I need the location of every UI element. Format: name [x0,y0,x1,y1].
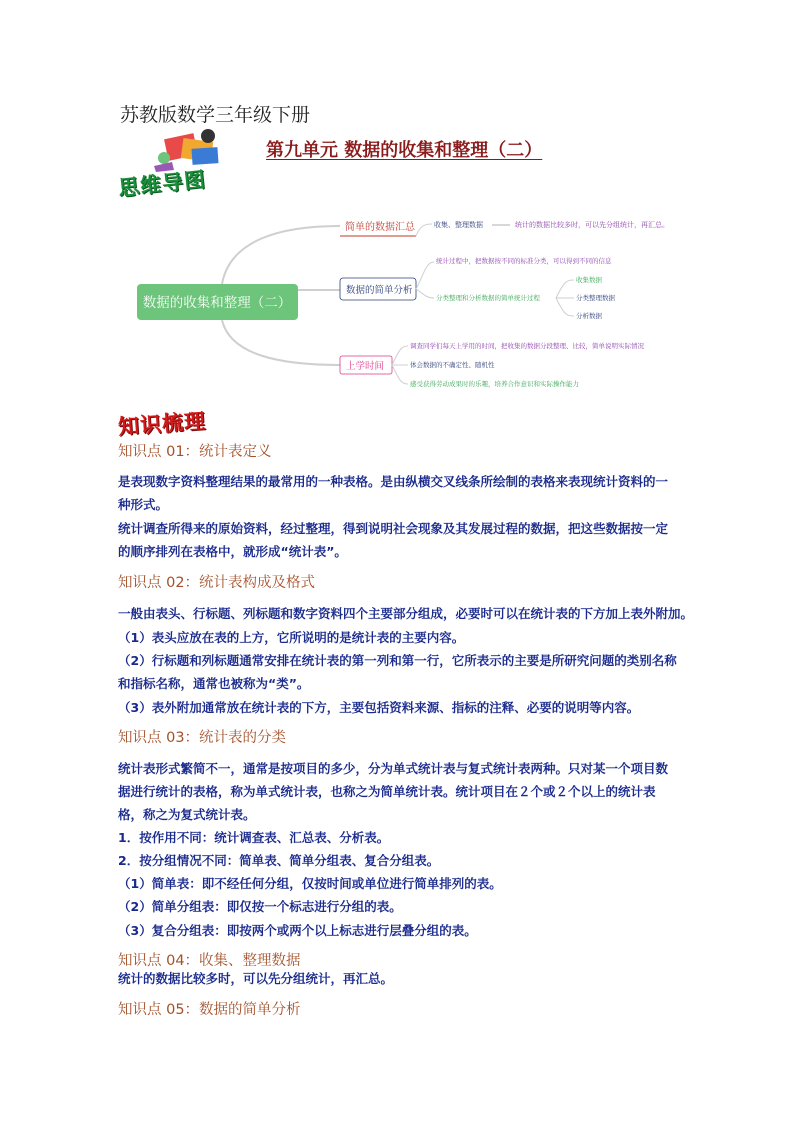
kp3-paragraph-2: 1．按作用不同：统计调查表、汇总表、分析表。 [118,830,390,845]
mindmap-branch-2: 数据的简单分析 [346,285,413,296]
kp1-paragraph-1: 是表现数字资料整理结果的最常用的一种表格。是由纵横交叉线条所绘制的表格来表现统计资料的一种形式。 [118,474,669,512]
mindmap-branch-1: 简单的数据汇总 [345,222,415,233]
kp4-paragraph-1: 统计的数据比较多时，可以先分组统计，再汇总。 [118,971,394,986]
mindmap-leaf-3a: 调查同学们每天上学用的时间，把收集的数据分段整理、比较，简单说明实际情况 [410,342,644,350]
knowledge-point-3-heading: 知识点 03：统计表的分类 [118,730,287,746]
kp3-paragraph-4: （1）简单表：即不经任何分组，仅按时间或单位进行简单排列的表。 [118,876,502,891]
mindmap-leaf-1a: 收集、整理数据 [434,221,483,229]
kp3-paragraph-1: 统计表形式繁简不一，通常是按项目的多少，分为单式统计表与复式统计表两种。只对某一个项目数据进行统计的表格，称为单式统计表，也称之为简单统计表。统计项目在２个或２个以上的统计表格，称之为复式统计表。 [118,761,669,822]
mindmap-sub-1: 收集数据 [576,276,602,284]
kp2-paragraph-3: （2）行标题和列标题通常安排在统计表的第一列和第一行，它所表示的主要是所研究问题的类别名称和指标名称，通常也被称为“类”。 [118,653,677,691]
knowledge-point-1-heading: 知识点 01：统计表定义 [118,444,272,460]
kp1-paragraph-2: 统计调查所得来的原始资料，经过整理，得到说明社会现象及其发展过程的数据，把这些数据按一定的顺序排列在表格中，就形成“统计表”。 [118,521,669,559]
kp3-paragraph-6: （3）复合分组表：即按两个或两个以上标志进行层叠分组的表。 [118,923,477,938]
mindmap-leaf-3c: 感受获得劳动成果时的乐趣，培养合作意识和实际操作能力 [410,380,579,388]
mindmap-sub-3: 分析数据 [576,312,602,320]
mindmap-branch-3: 上学时间 [346,361,385,372]
mind-map [0,0,794,400]
knowledge-point-5-heading: 知识点 05：数据的简单分析 [118,1002,301,1018]
kp2-paragraph-2: （1）表头应放在表的上方，它所说明的是统计表的主要内容。 [118,630,465,645]
mindmap-leaf-2b: 分类整理和分析数据的简单统计过程 [436,294,540,302]
knowledge-point-4-heading: 知识点 04：收集、整理数据 [118,953,301,969]
mindmap-badge: 思维导图 [117,167,208,201]
kp2-paragraph-4: （3）表外附加通常放在统计表的下方，主要包括资料来源、指标的注释、必要的说明等内容。 [118,700,640,715]
unit-title: 第九单元 数据的收集和整理（二） [266,140,543,161]
mindmap-sub-2: 分类整理数据 [576,294,615,302]
knowledge-point-2-heading: 知识点 02：统计表构成及格式 [118,575,316,591]
mindmap-leaf-3b: 体会数据的不确定性、随机性 [410,361,495,369]
mindmap-leaf-2a: 统计过程中，把数据按不同的标准分类，可以得到不同的信息 [436,257,612,265]
kp3-paragraph-3: 2．按分组情况不同：简单表、简单分组表、复合分组表。 [118,853,440,868]
knowledge-badge: 知识梳理 [117,408,207,440]
mindmap-leaf-1b: 统计的数据比较多时，可以先分组统计，再汇总。 [515,221,669,229]
kp3-paragraph-5: （2）简单分组表：即仅按一个标志进行分组的表。 [118,899,402,914]
mindmap-root-label: 数据的收集和整理（二） [142,295,292,311]
book-title: 苏教版数学三年级下册 [120,104,311,126]
kp2-paragraph-1: 一般由表头、行标题、列标题和数字资料四个主要部分组成，必要时可以在统计表的下方加上表外附加。 [118,606,694,621]
